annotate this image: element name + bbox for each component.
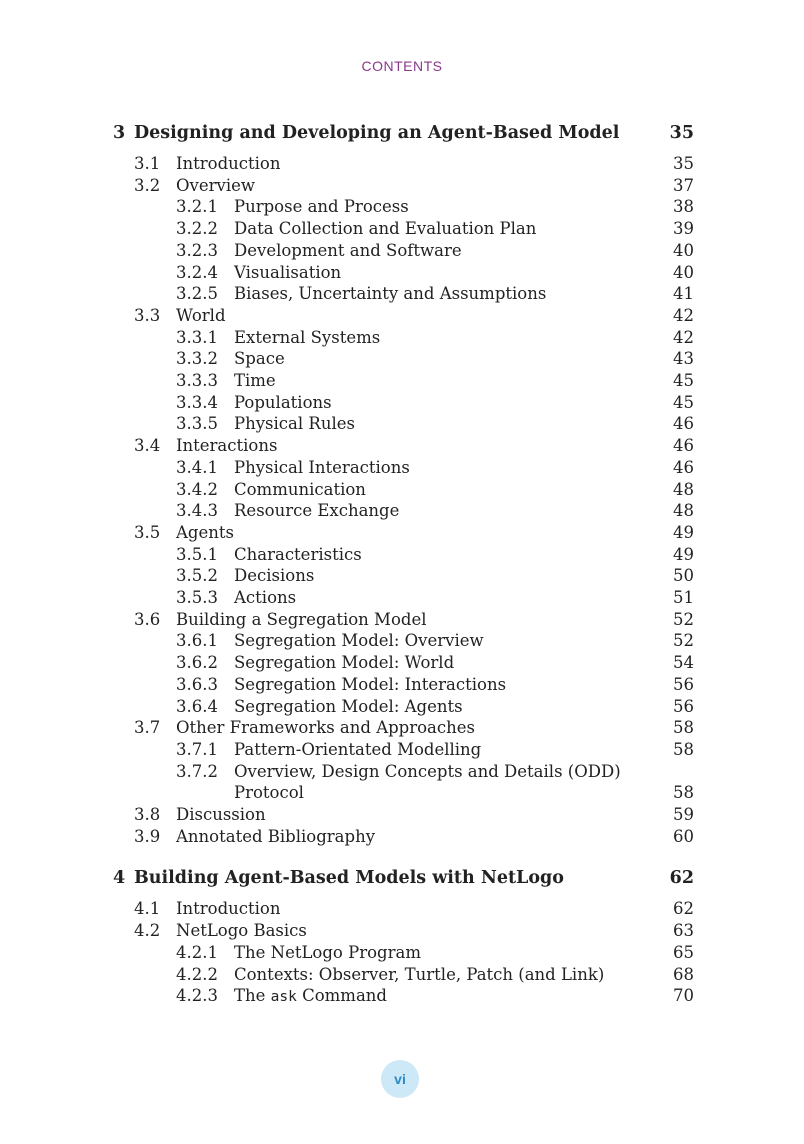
toc-entry-sub[interactable]	[0, 544, 804, 566]
toc-entry-page: 45	[673, 371, 694, 390]
toc-entry-number: 4.2.2	[176, 964, 218, 984]
toc-entry-section[interactable]	[0, 826, 804, 848]
toc-entry-section[interactable]	[0, 898, 804, 920]
toc-entry-sub[interactable]	[0, 565, 804, 587]
toc-entry-page: 35	[673, 154, 694, 173]
toc-entry-number: 3.3.2	[176, 349, 218, 369]
toc-entry-title: Building a Segregation Model	[176, 609, 427, 629]
toc-entry-number: 3.6.4	[176, 696, 218, 716]
toc-entry-page: 48	[673, 479, 694, 499]
toc-entry-sub[interactable]	[0, 500, 804, 522]
toc-entry-page: 50	[673, 566, 694, 586]
toc-entry-title: Overview, Design Concepts and Details (ODD)	[234, 761, 621, 781]
toc-entry-page: 35	[669, 123, 694, 143]
toc-entry-sub[interactable]	[0, 761, 804, 783]
toc-entry-number: 3.4.3	[176, 501, 218, 521]
toc-entry-page: 68	[673, 964, 694, 984]
toc-entry-number: 3.6.3	[176, 674, 218, 694]
toc-entry-title: Interactions	[176, 436, 278, 456]
toc-entry-sub[interactable]	[0, 696, 804, 718]
toc-entry-section[interactable]	[0, 920, 804, 942]
toc-entry-section[interactable]	[0, 305, 804, 327]
toc-entry-page: 38	[673, 197, 694, 217]
toc-entry-section[interactable]	[0, 609, 804, 631]
toc-entry-title: Pattern-Orientated Modelling	[234, 739, 482, 759]
toc-entry-title: Physical Interactions	[234, 457, 410, 477]
toc-entry-page: 40	[673, 240, 694, 260]
toc-entry-page: 43	[673, 349, 694, 369]
toc-entry-sub[interactable]	[0, 218, 804, 240]
toc-entry-number: 3.2.2	[176, 219, 218, 239]
toc-entry-number: 3.2	[134, 175, 161, 195]
toc-entry-title: Segregation Model: World	[234, 653, 455, 673]
toc-entry-sub[interactable]	[0, 652, 804, 674]
toc-entry-title: Biases, Uncertainty and Assumptions	[234, 284, 547, 304]
toc-entry-title: Purpose and Process	[234, 197, 409, 217]
toc-entry-title: Development and Software	[234, 240, 462, 260]
toc-entry-page: 42	[673, 327, 694, 347]
toc-entry-chapter[interactable]	[0, 867, 804, 889]
toc-entry-number: 3.2.5	[176, 284, 218, 304]
toc-entry-cont[interactable]	[0, 782, 804, 804]
toc-entry-title: Designing and Developing an Agent-Based Model	[134, 123, 620, 143]
toc-entry-title: Contexts: Observer, Turtle, Patch (and Link)	[234, 964, 605, 984]
toc-entry-number: 3.3.3	[176, 371, 218, 390]
toc-entry-chapter[interactable]	[0, 122, 804, 144]
toc-entry-page: 46	[673, 414, 694, 434]
toc-entry-sub[interactable]	[0, 327, 804, 349]
toc-entry-sub[interactable]	[0, 413, 804, 435]
toc-entry-page: 58	[673, 783, 694, 803]
toc-entry-page: 59	[673, 805, 694, 824]
toc-entry-title: Introduction	[176, 899, 281, 919]
toc-entry-page: 62	[673, 899, 694, 919]
toc-entry-title: Characteristics	[234, 544, 362, 564]
toc-entry-number: 3.4.1	[176, 457, 218, 477]
toc-entry-number: 4	[113, 868, 126, 889]
toc-entry-number: 3.3	[134, 305, 161, 325]
toc-entry-number: 3.5.1	[176, 544, 218, 564]
toc-entry-page: 41	[673, 284, 694, 304]
toc-entry-number: 3.6.1	[176, 631, 218, 651]
toc-entry-title: The ask Command	[234, 986, 387, 1006]
toc-entry-number: 3.4	[134, 436, 161, 456]
toc-entry-number: 3.7.2	[176, 761, 218, 781]
toc-entry-title: Time	[234, 371, 276, 390]
toc-entry-number: 4.2.1	[176, 942, 218, 962]
toc-entry-page: 52	[673, 609, 694, 629]
toc-entry-page: 54	[673, 653, 694, 673]
toc-entry-page: 46	[673, 436, 694, 456]
toc-entry-number: 3.5.3	[176, 588, 218, 607]
toc-entry-page: 37	[673, 175, 694, 195]
toc-entry-number: 3.2.3	[176, 240, 218, 260]
toc-entry-number: 3.7	[134, 718, 161, 738]
toc-entry-title: Physical Rules	[234, 414, 355, 434]
toc-entry-number: 4.1	[134, 899, 161, 919]
toc-entry-sub[interactable]	[0, 196, 804, 218]
toc-entry-number: 3.4.2	[176, 479, 218, 499]
toc-entry-sub[interactable]	[0, 392, 804, 414]
toc-entry-page: 51	[673, 588, 694, 607]
toc-entry-number: 3.2.1	[176, 197, 218, 217]
toc-entry-page: 39	[673, 219, 694, 239]
toc-entry-number: 3.5	[134, 522, 161, 542]
toc-entry-page: 56	[673, 696, 694, 716]
toc-entry-page: 45	[673, 392, 694, 412]
toc-entry-sub[interactable]	[0, 457, 804, 479]
running-head: CONTENTS	[361, 58, 443, 74]
toc-entry-number: 4.2	[134, 921, 161, 941]
toc-entry-title: Populations	[234, 392, 332, 412]
toc-entry-title: World	[176, 305, 226, 325]
toc-entry-title: Data Collection and Evaluation Plan	[234, 219, 537, 239]
toc-entry-page: 40	[673, 262, 694, 282]
toc-entry-title: Agents	[176, 522, 234, 542]
toc-entry-title: The NetLogo Program	[234, 942, 421, 962]
toc-entry-title: Overview	[176, 175, 255, 195]
toc-entry-page: 48	[673, 501, 694, 521]
toc-entry-sub[interactable]	[0, 674, 804, 696]
toc-entry-sub[interactable]	[0, 587, 804, 609]
toc-entry-sub[interactable]	[0, 348, 804, 370]
toc-entry-section[interactable]	[0, 804, 804, 826]
toc-entry-number: 3.3.1	[176, 327, 218, 347]
toc-entry-page: 42	[673, 305, 694, 325]
toc-entry-number: 3.5.2	[176, 566, 218, 586]
toc-entry-number: 3.3.4	[176, 392, 218, 412]
toc-entry-title: NetLogo Basics	[176, 921, 307, 941]
toc-entry-number: 3.9	[134, 826, 161, 846]
toc-entry-title: Segregation Model: Agents	[234, 696, 463, 716]
toc-entry-title: Resource Exchange	[234, 501, 400, 521]
toc-entry-sub[interactable]	[0, 262, 804, 284]
toc-entry-page: 56	[673, 674, 694, 694]
toc-entry-sub[interactable]	[0, 240, 804, 262]
toc-entry-page: 52	[673, 631, 694, 651]
toc-entry-title: Decisions	[234, 566, 315, 586]
toc-entry-page: 58	[673, 718, 694, 738]
toc-entry-number: 4.2.3	[176, 986, 218, 1006]
toc-entry-title: Discussion	[176, 805, 266, 824]
toc-entry-sub[interactable]	[0, 283, 804, 305]
toc-entry-sub[interactable]	[0, 942, 804, 964]
toc-entry-number: 3.7.1	[176, 739, 218, 759]
toc-entry-sub[interactable]	[0, 370, 804, 392]
toc-entry-page: 49	[673, 522, 694, 542]
toc-entry-page: 70	[673, 986, 694, 1006]
toc-entry-page: 46	[673, 457, 694, 477]
toc-entry-page: 62	[669, 868, 694, 889]
toc-entry-title: Communication	[234, 479, 366, 499]
toc-entry-sub[interactable]	[0, 479, 804, 501]
toc-entry-page: 60	[673, 826, 694, 846]
toc-entry-page: 49	[673, 544, 694, 564]
toc-entry-number: 3.6.2	[176, 653, 218, 673]
toc-entry-title: Annotated Bibliography	[176, 826, 376, 846]
toc-entry-title: Segregation Model: Interactions	[234, 674, 507, 694]
toc-entry-title: Protocol	[234, 783, 304, 803]
toc-entry-title: External Systems	[234, 327, 381, 347]
toc-entry-title: Actions	[234, 588, 297, 607]
toc-entry-number: 3.1	[134, 154, 161, 173]
toc-entry-title: Introduction	[176, 154, 281, 173]
toc-entry-sub[interactable]	[0, 739, 804, 761]
page-number-badge: vi	[381, 1060, 419, 1098]
toc-entry-sub[interactable]	[0, 630, 804, 652]
toc-entry-title: Building Agent-Based Models with NetLogo	[134, 868, 564, 889]
toc-entry-section[interactable]	[0, 717, 804, 739]
toc-entry-title: Segregation Model: Overview	[234, 631, 484, 651]
toc-entry-number: 3.2.4	[176, 262, 218, 282]
toc-entry-title: Visualisation	[234, 262, 342, 282]
toc-entry-sub[interactable]	[0, 964, 804, 986]
toc-entry-page: 65	[673, 942, 694, 962]
toc-entry-number: 3	[113, 123, 126, 143]
toc-entry-sub[interactable]	[0, 985, 804, 1007]
toc-entry-page: 58	[673, 739, 694, 759]
toc-entry-title: Space	[234, 349, 285, 369]
toc-entry-number: 3.8	[134, 805, 161, 824]
toc-entry-section[interactable]	[0, 153, 804, 175]
toc-entry-section[interactable]	[0, 175, 804, 197]
toc-entry-number: 3.6	[134, 609, 161, 629]
toc-entry-number: 3.3.5	[176, 414, 218, 434]
toc-entry-title: Other Frameworks and Approaches	[176, 718, 475, 738]
toc-entry-section[interactable]	[0, 435, 804, 457]
toc-entry-page: 63	[673, 921, 694, 941]
toc-entry-section[interactable]	[0, 522, 804, 544]
